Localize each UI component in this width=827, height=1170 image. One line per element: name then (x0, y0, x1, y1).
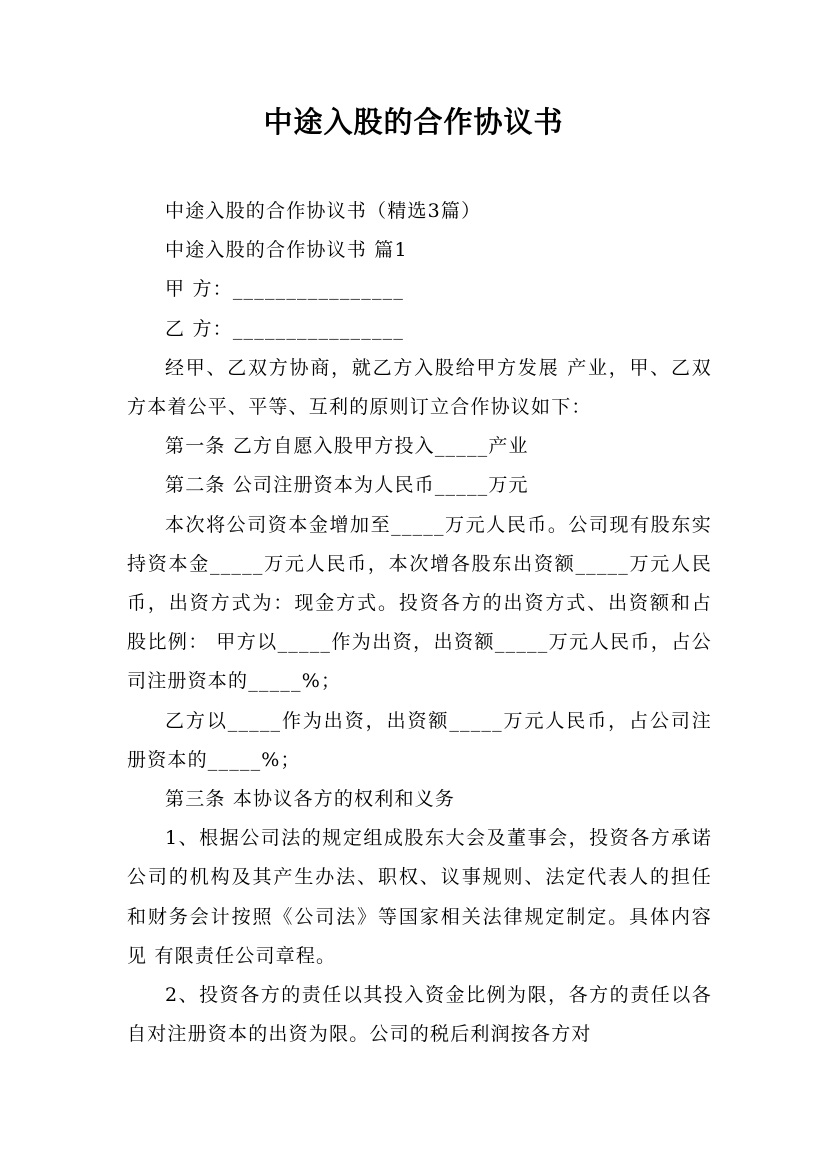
document-body (127, 192, 712, 1054)
document-title: 中途入股的合作协议书 (263, 105, 564, 139)
paragraph-party-a: 甲 方：________________ (165, 278, 405, 301)
paragraph-section-heading: 中途入股的合作协议书 篇1 (165, 239, 408, 262)
paragraph-capital-increase: 本次将公司资本金增加至_____万元人民币。公司现有股东实持资本金_____万元人民币，本次增各股东出资额_____万元人民币，出资方式为：现金方式。投资各方的出资方式、出资额和占股比例： 甲方以_____作为出资，出资额_____万元人民币，占公司注册资本的_____%； (127, 513, 712, 693)
paragraph-article-2: 第二条 公司注册资本为人民币_____万元 (165, 474, 529, 497)
paragraph-clause-1: 1、根据公司法的规定组成股东大会及董事会，投资各方承诺公司的机构及其产生办法、职权、议事规则、法定代表人的担任和财务会计按照《公司法》等国家相关法律规定制定。具体内容见 有限责任公司章程。 (127, 827, 712, 967)
paragraph-article-1: 第一条 乙方自愿入股甲方投入_____产业 (165, 435, 529, 458)
paragraph-intro: 经甲、乙双方协商，就乙方入股给甲方发展 产业，甲、乙双方本着公平、平等、互利的原则订立合作协议如下： (127, 356, 712, 419)
paragraph-party-b: 乙 方：________________ (165, 317, 405, 340)
paragraph-clause-2: 2、投资各方的责任以其投入资金比例为限，各方的责任以各自对注册资本的出资为限。公司的税后利润按各方对 (127, 984, 712, 1046)
paragraph-article-3: 第三条 本协议各方的权利和义务 (165, 788, 456, 811)
paragraph-party-b-contribution: 乙方以_____作为出资，出资额_____万元人民币，占公司注册资本的_____%； (127, 709, 712, 771)
paragraph-subtitle: 中途入股的合作协议书（精选3篇） (165, 200, 482, 222)
